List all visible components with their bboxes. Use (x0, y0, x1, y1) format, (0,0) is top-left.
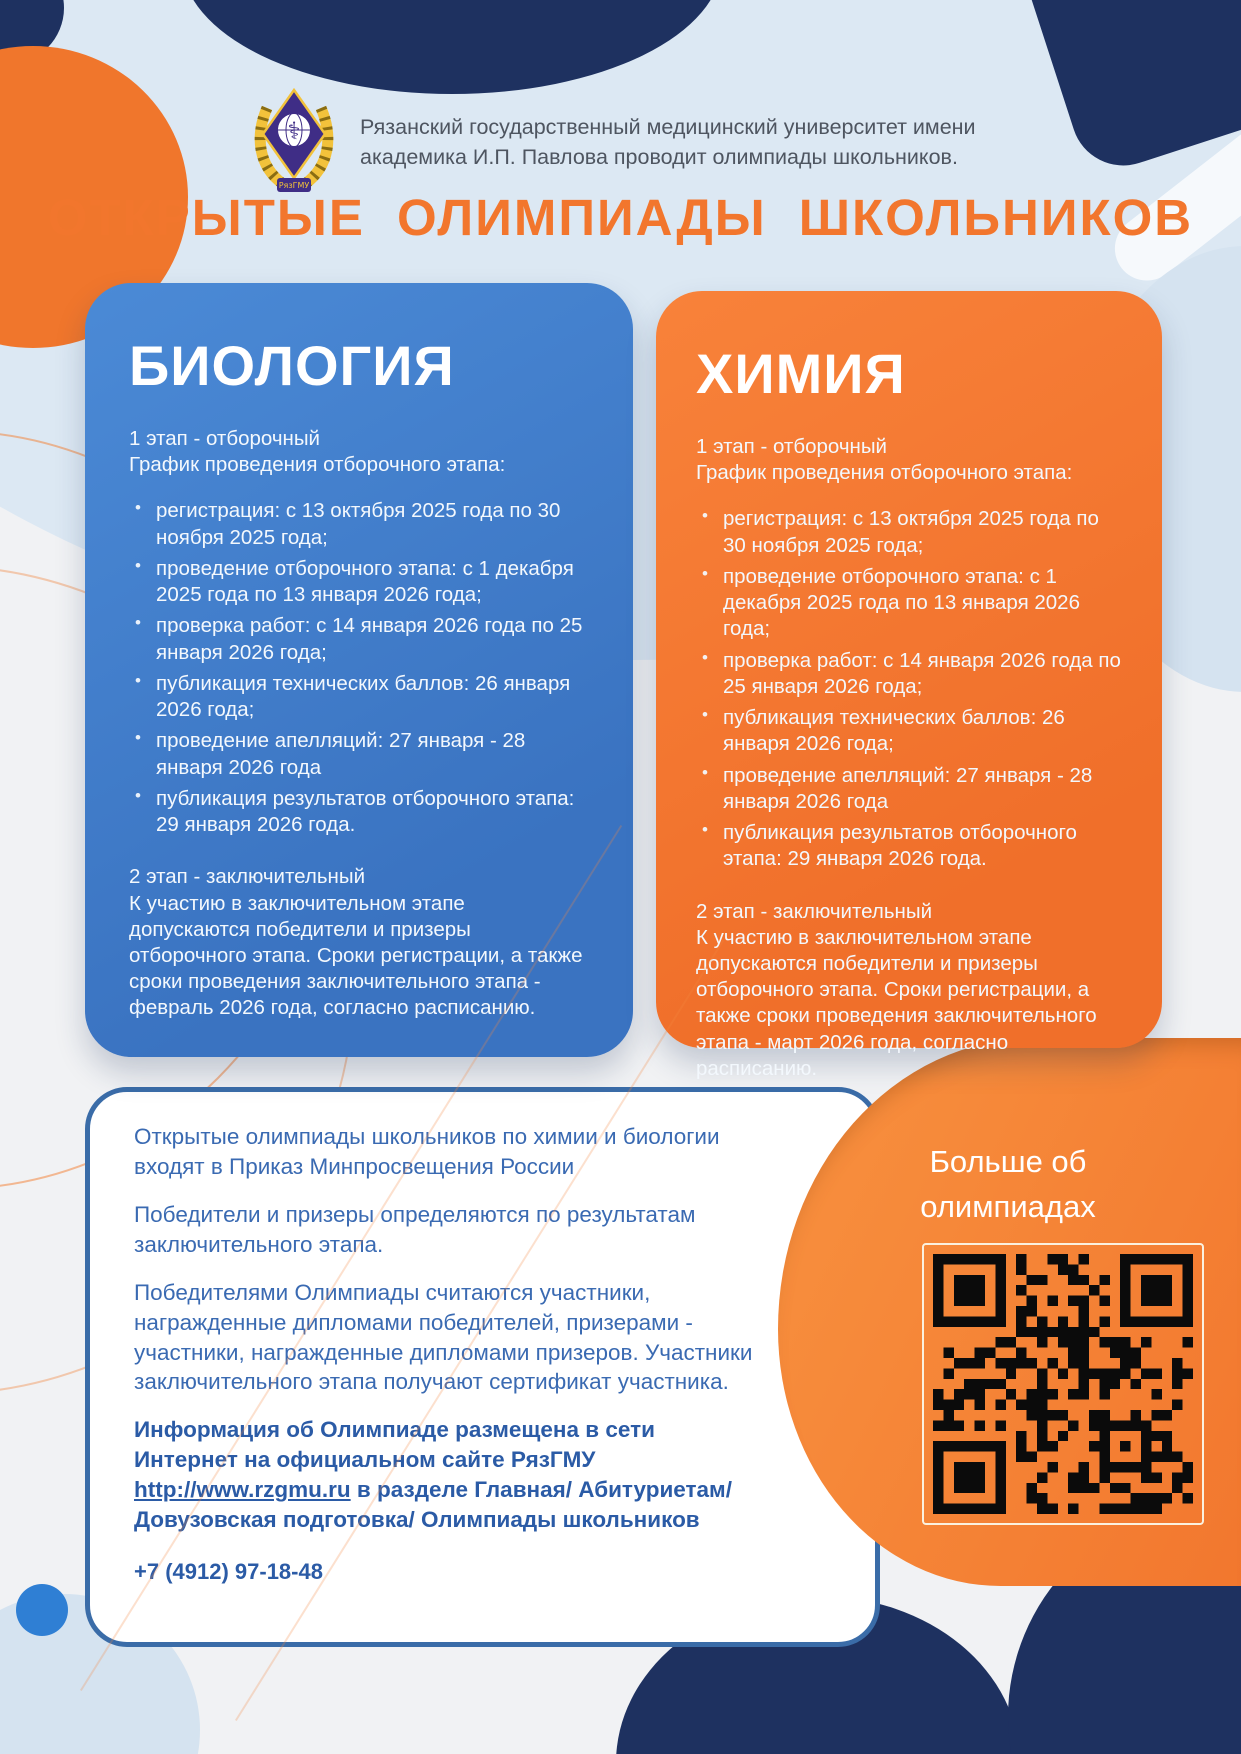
university-emblem-icon (243, 82, 345, 200)
info-website-note (134, 1415, 754, 1535)
biology-stage1-subheading: График проведения отборочного этапа: (129, 453, 506, 477)
info-website-text-before: Информация об Олимпиаде размещена в сети Интернет на официальном сайте РязГМУ (134, 1417, 655, 1473)
website-link[interactable]: http://www.rzgmu.ru (134, 1477, 351, 1503)
biology-card-title: БИОЛОГИЯ (129, 334, 455, 397)
decor-blue-dot (16, 1584, 68, 1636)
biology-schedule-item: • публикация результатов отборочного этапа: 29 января 2026 года. (129, 786, 589, 838)
qr-code (922, 1243, 1204, 1525)
biology-schedule-item: • проведение отборочного этапа: с 1 декабря 2025 года по 13 января 2026 года; (129, 556, 589, 608)
chemistry-schedule-item: • публикация технических баллов: 26 января 2026 года; (696, 705, 1122, 757)
chemistry-schedule-item: • проведение апелляций: 27 января - 28 января 2026 года (696, 763, 1122, 815)
poster-title: ОТКРЫТЫЕ ОЛИМПИАДЫ ШКОЛЬНИКОВ (47, 189, 1194, 246)
chemistry-stage1-heading: 1 этап - отборочный (696, 435, 888, 458)
biology-schedule-item: • публикация технических баллов: 26 января 2026 года; (129, 671, 589, 723)
info-paragraph-diplomas: Победителями Олимпиады считаются участники, награжденные дипломами победителей, призерами - участники, награжденные дипломами призеров. Участники заключительного этапа получают сертификат участника. (134, 1279, 753, 1395)
info-panel (85, 1087, 880, 1647)
biology-schedule-item: • регистрация: с 13 октября 2025 года по 30 ноября 2025 года; (129, 498, 589, 550)
qr-label: Больше об олимпиадах (920, 1144, 1096, 1224)
biology-stage2-heading: 2 этап - заключительный (129, 865, 366, 889)
biology-schedule-list (129, 498, 589, 838)
chemistry-schedule-list (696, 506, 1122, 872)
chemistry-stage2-text: К участию в заключительном этапе допускаются победители и призеры отборочного этапа. Сроки регистрации, а также сроки проведения заключительного этапа - март 2026 года, согласно расписанию. (696, 925, 1097, 1080)
chemistry-card (656, 291, 1162, 1080)
svg-text:⚕: ⚕ (287, 117, 301, 145)
phone-number: +7 (4912) 97-18-48 (134, 1559, 323, 1585)
chemistry-stage1-subheading: График проведения отборочного этапа: (696, 461, 1073, 485)
biology-schedule-item: • проверка работ: с 14 января 2026 года по 25 января 2026 года; (129, 613, 589, 665)
chemistry-schedule-item: • проверка работ: с 14 января 2026 года по 25 января 2026 года; (696, 648, 1122, 700)
chemistry-schedule-item: • публикация результатов отборочного этапа: 29 января 2026 года. (696, 820, 1122, 872)
biology-stage2-text: К участию в заключительном этапе допускаются победители и призеры отборочного этапа. Сроки регистрации, а также сроки проведения заключительного этапа - февраль 2026 года, согласно расписанию. (129, 891, 583, 1020)
logo-banner-text: РязГМУ (278, 181, 310, 190)
university-description: Рязанский государственный медицинский университет имени академика И.П. Павлова проводит олимпиады школьников. (360, 115, 976, 170)
biology-schedule-item: • проведение апелляций: 27 января - 28 января 2026 года (129, 728, 589, 780)
chemistry-schedule-item: • регистрация: с 13 октября 2025 года по 30 ноября 2025 года; (696, 506, 1122, 558)
biology-card (85, 283, 633, 1057)
biology-stage1-heading: 1 этап - отборочный (129, 427, 321, 450)
info-paragraph-order: Открытые олимпиады школьников по химии и биологии входят в Приказ Минпросвещения России (134, 1124, 720, 1179)
info-website-text-after: в разделе Главная/ Абитуриетам/ Довузовская подготовка/ Олимпиады школьников (134, 1477, 732, 1533)
university-logo (243, 82, 345, 200)
info-paragraph-winners: Победители и призеры определяются по результатам заключительного этапа. (134, 1201, 696, 1257)
chemistry-stage2-heading: 2 этап - заключительный (696, 899, 933, 923)
chemistry-schedule-item: • проведение отборочного этапа: с 1 декабря 2025 года по 13 января 2026 года; (696, 564, 1122, 643)
chemistry-card-title: ХИМИЯ (696, 342, 906, 405)
